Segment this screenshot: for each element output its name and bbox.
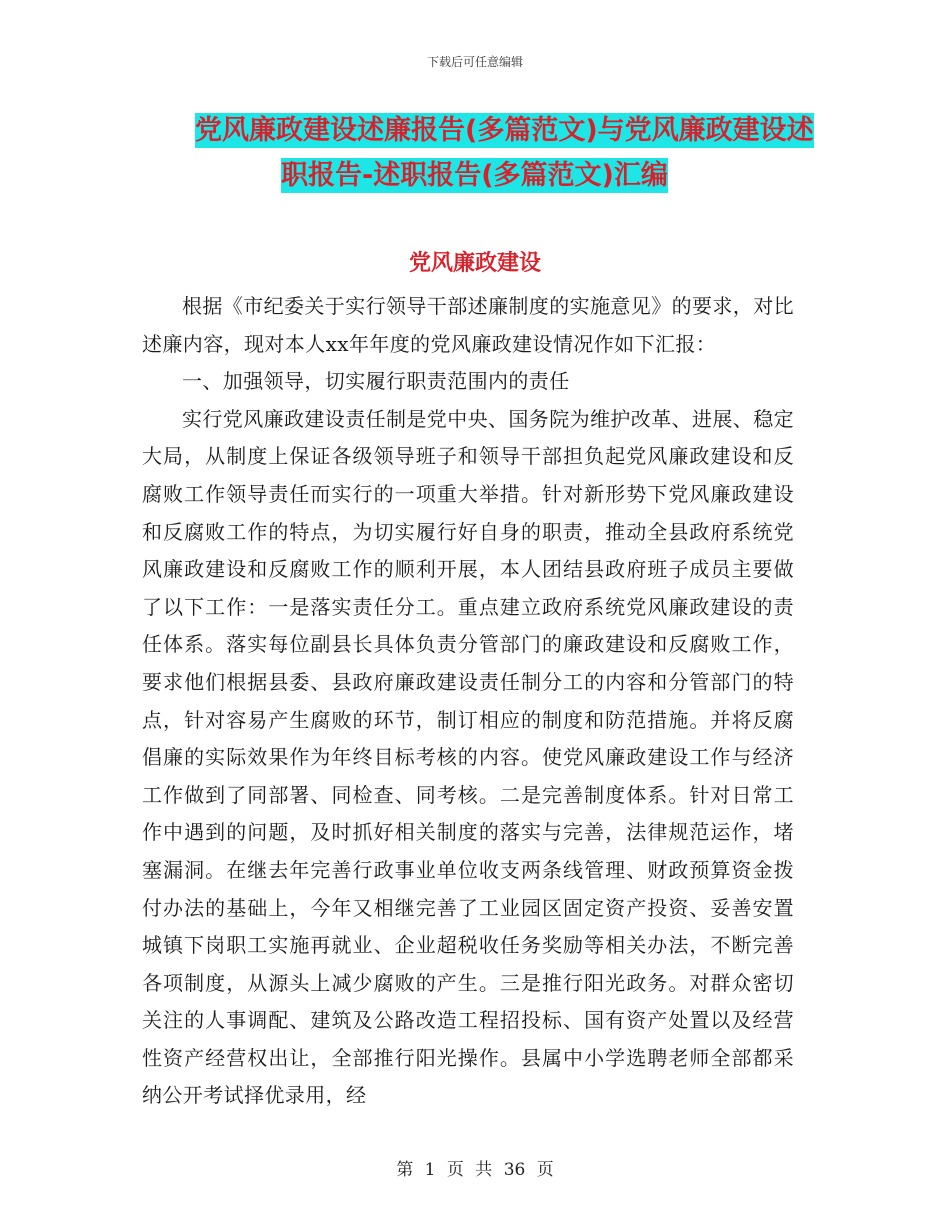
paragraph-subheading: 一、加强领导，切实履行职责范围内的责任 [182, 369, 570, 394]
title-line-1 [140, 108, 820, 153]
page-footer: 第 1 页 共 36 页 [396, 1160, 554, 1180]
paragraph-main: 实行党风廉政建设责任制是党中央、国务院为维护改革、进展、稳定大局，从制度上保证各级领导班子和领导干部担负起党风廉政建设和反腐败工作领导责任而实行的一项重大举措。针对新形势下党风廉政建设和反腐败工作的特点，为切实履行好自身的职责，推动全县政府系统党风廉政建设和反腐败工作的顺利开展，本人团结县政府班子成员主要做了以下工作：一是落实责任分工。重点建立政府系统党风廉政建设的责任体系。落实每位副县长具体负责分管部门的廉政建设和反腐败工作，要求他们根据县委、县政府廉政建设责任制分工的内容和分管部门的特点，针对容易产生腐败的环节，制订相应的制度和防范措施。并将反腐倡廉的实际效果作为年终目标考核的内容。使党风廉政建设工作与经济工作做到了同部署、同检查、同考核。二是完善制度体系。针对日常工作中遇到的问题，及时抓好相关制度的落实与完善，法律规范运作，堵塞漏洞。在继去年完善行政事业单位收支两条线管理、财政预算资金拨付办法的基础上，今年又相继完善了工业园区固定资产投资、妥善安置城镇下岗职工实施再就业、企业超税收任务奖励等相关办法，不断完善各项制度，从源头上减少腐败的产生。三是推行阳光政务。对群众密切关注的人事调配、建筑及公路改造工程招投标、国有资产处置以及经营性资产经营权出让，全部推行阳光操作。县属中小学选聘老师全部都采纳公开考试择优录用，经 [142, 406, 794, 1108]
title-line-2-text: 职报告-述职报告(多篇范文)汇编 [281, 160, 668, 191]
document-title [140, 108, 820, 198]
paragraph-intro: 根据《市纪委关于实行领导干部述廉制度的实施意见》的要求，对比述廉内容，现对本人xx年年度的党风廉政建设情况作如下汇报： [142, 294, 794, 356]
page-header-note: 下载后可任意编辑 [426, 55, 523, 69]
document-body [142, 288, 794, 1115]
section-heading: 党风廉政建设 [408, 251, 541, 276]
title-line-1-text: 党风廉政建设述廉报告(多篇范文)与党风廉政建设述 [195, 115, 814, 146]
title-line-2 [140, 153, 820, 198]
